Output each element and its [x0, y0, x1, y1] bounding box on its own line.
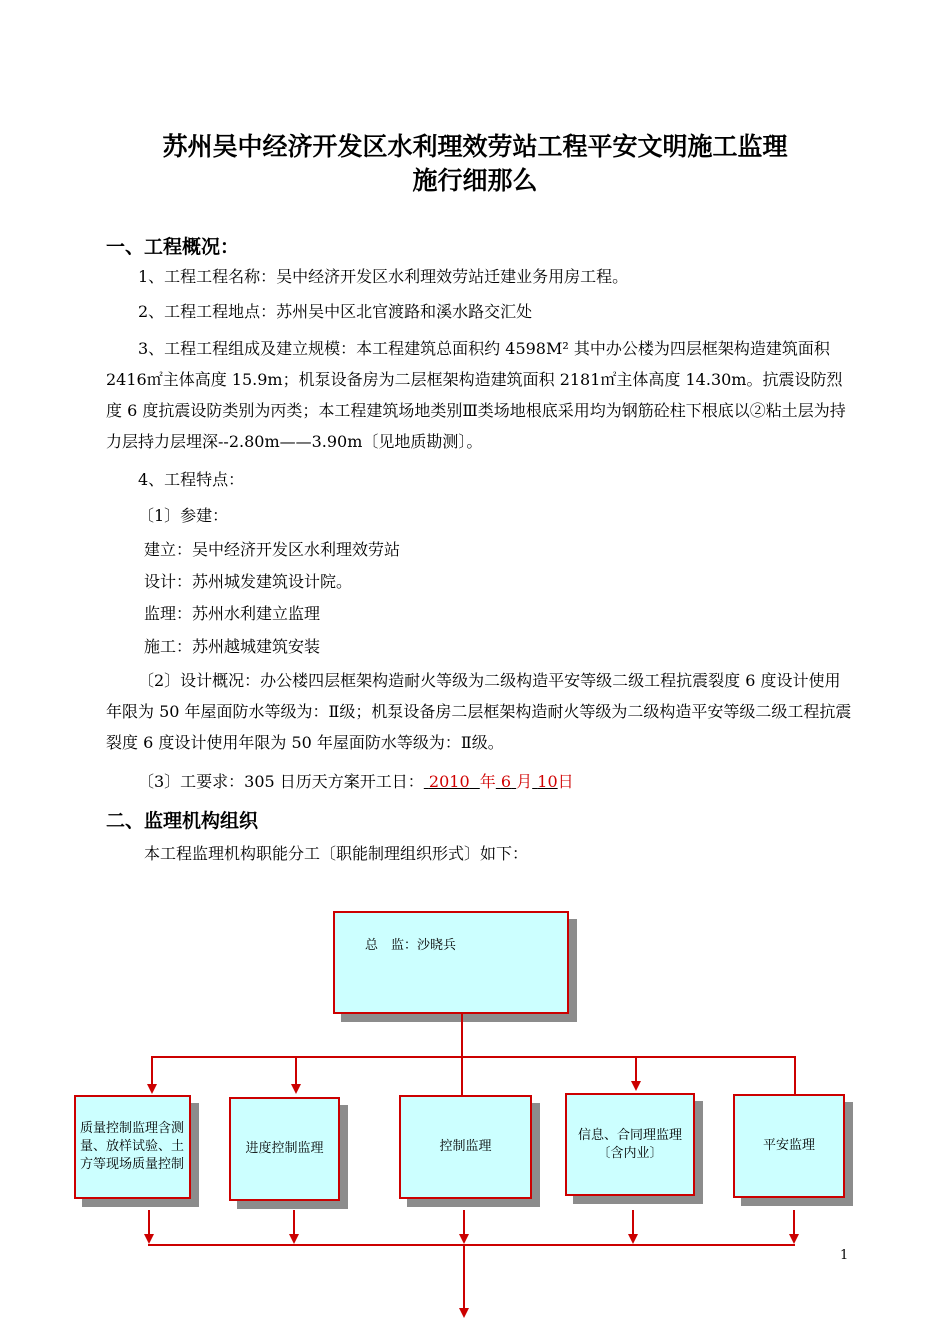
project-scale: 3、工程工程组成及建立规模：本工程建筑总面积约 4598M² 其中办公楼为四层框架构造建筑面积 2416㎡主体高度 15.9m；机泵设备房为二层框架构造建筑面积 2181㎡主体高度 14.30m。抗震设防烈度 6 度抗震设防类别为丙类；本工程建筑场地类别Ⅲ类场地根底采用均为钢筋砼柱下根底以②粘土层为持力层持力层埋深--2.80m——3.90m〔见地质勘测〕。 [106, 339, 846, 451]
day-unit: 日 [557, 772, 574, 791]
participant-designer: 设计：苏州城发建筑设计院。 [144, 572, 353, 591]
control-supervision-box [399, 1095, 532, 1199]
arrow-down-icon [289, 1234, 299, 1244]
month-unit: 月 [516, 772, 533, 791]
arrow-down-icon [144, 1234, 154, 1244]
connector-info-bottom [632, 1210, 634, 1235]
schedule-requirement [138, 772, 574, 792]
section-heading-overview: 一、工程概况： [106, 236, 240, 258]
quality-control-box [74, 1095, 191, 1199]
connector-horizontal-bottom [148, 1244, 795, 1246]
connector-control-bottom [463, 1210, 465, 1235]
arrow-down-icon [631, 1081, 641, 1091]
project-location: 2、工程工程地点：苏州吴中区北官渡路和溪水路交汇处 [138, 302, 533, 321]
chief-supervisor-label: 总 监：沙晓兵 [365, 938, 457, 953]
schedule-control-box [229, 1097, 340, 1201]
year-unit: 年 [479, 772, 496, 791]
page-number: 1 [840, 1248, 849, 1263]
document-title-line1: 苏州吴中经济开发区水利理效劳站工程平安文明施工监理 [162, 132, 788, 161]
connector-schedule-bottom [293, 1210, 295, 1235]
info-contract-label: 信息、合同理监理〔含内业〕 [577, 1127, 682, 1161]
schedule-control-label: 进度控制监理 [245, 1141, 324, 1156]
chief-supervisor-box [333, 911, 569, 1014]
participant-supervisor: 监理：苏州水利建立监理 [144, 604, 321, 623]
project-name: 1、工程工程名称：吴中经济开发区水利理效劳站迁建业务用房工程。 [138, 267, 629, 286]
arrow-down-icon [291, 1084, 301, 1094]
connector-lower-trunk [463, 1244, 465, 1310]
arrow-down-icon [628, 1234, 638, 1244]
organization-intro: 本工程监理机构职能分工〔职能制理组织形式〕如下： [144, 844, 529, 863]
connector-quality-bottom [148, 1210, 150, 1235]
project-features: 4、工程特点： [138, 470, 245, 489]
schedule-requirement-label: 〔3〕工要求：305 日历天方案开工日： [138, 772, 424, 791]
connector-safety [794, 1056, 796, 1094]
participant-contractor: 施工：苏州越城建筑安装 [144, 637, 321, 656]
connector-schedule [295, 1056, 297, 1086]
safety-supervision-label: 平安监理 [762, 1138, 815, 1153]
connector-safety-bottom [793, 1210, 795, 1235]
quality-control-label: 质量控制监理含测量、放样试验、土方等现场质量控制 [80, 1121, 185, 1172]
participant-builder: 建立：吴中经济开发区水利理效劳站 [144, 540, 401, 559]
safety-supervision-box [733, 1094, 845, 1198]
connector-trunk [461, 1014, 463, 1095]
document-title-line2: 施行细那么 [412, 166, 538, 195]
arrow-down-icon [459, 1234, 469, 1244]
start-month: 6 [500, 772, 512, 791]
control-supervision-label: 控制监理 [439, 1139, 492, 1154]
participants-heading: 〔1〕参建： [138, 506, 229, 525]
connector-quality [151, 1056, 153, 1086]
section-heading-organization: 二、监理机构组织 [106, 810, 259, 832]
arrow-down-icon [147, 1084, 157, 1094]
arrow-down-icon [789, 1234, 799, 1244]
design-overview: 〔2〕设计概况：办公楼四层框架构造耐火等级为二级构造平安等级二级工程抗震裂度 6 度设计使用年限为 50 年屋面防水等级为：Ⅱ级；机泵设备房二层框架构造耐火等级为二级构造平安等级二级工程抗震裂度 6 度设计使用年限为 50 年屋面防水等级为：Ⅱ级。 [106, 671, 852, 752]
connector-horizontal-top [151, 1056, 795, 1058]
start-day: 10 [537, 772, 558, 791]
arrow-down-icon [459, 1308, 469, 1318]
info-contract-box [565, 1093, 695, 1196]
start-year: 2010 [428, 772, 470, 791]
connector-info [635, 1056, 637, 1082]
